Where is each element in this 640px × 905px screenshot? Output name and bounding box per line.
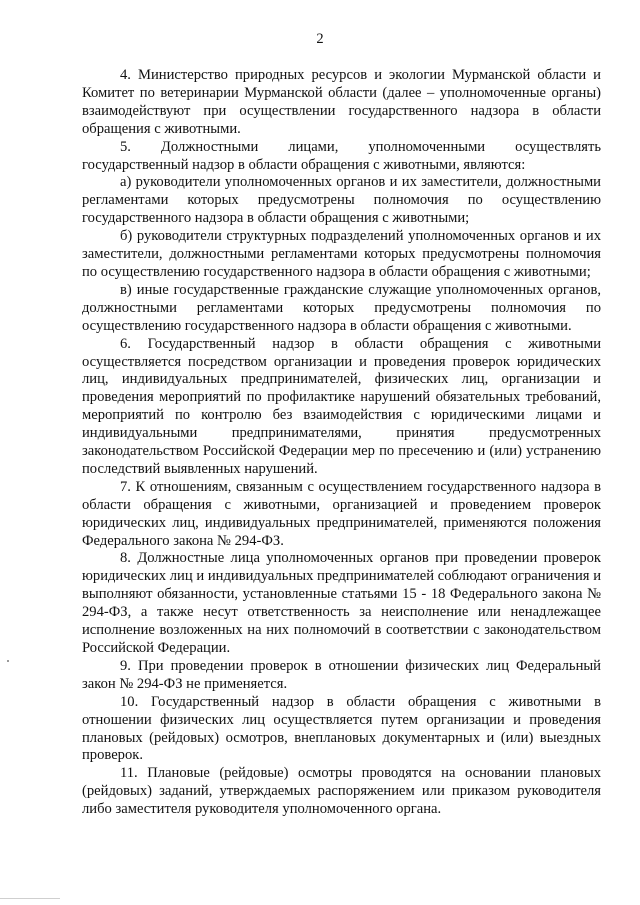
paragraph-8: 8. Должностные лица уполномоченных органов при проведении проверок юридических лиц и индивидуальных предпринимателей соблюдают ограничения и выполняют обязанности, установленные статьями 15 - 18 Федерального закона № 294-ФЗ, а также несут ответственность за неисполнение или ненадлежащее исполнение возложенных на них полномочий в соответствии с законодательством Российской Федерации. bbox=[82, 550, 601, 656]
paragraph-4: 4. Министерство природных ресурсов и экологии Мурманской области и Комитет по ветеринарии Мурманской области (далее – уполномоченные органы) взаимодействуют при осуществлении государственного надзора в области обращения с животными. bbox=[82, 67, 601, 137]
scan-speck bbox=[7, 660, 9, 662]
page-number: 2 bbox=[316, 31, 324, 47]
paragraph-6: 6. Государственный надзор в области обращения с животными осуществляется посредством организации и проведения проверок юридических лиц, индивидуальных предпринимателей, физических лиц, организации и проведения мероприятий по профилактике нарушений обязательных требований, мероприятий по контролю без взаимодействия с юридическими лицами и индивидуальными предпринимателями, принятия предусмотренных законодательством Российской Федерации мер по пресечению и (или) устранению последствий выявленных нарушений. bbox=[82, 335, 601, 477]
document-body bbox=[82, 67, 601, 819]
paragraph-5v: в) иные государственные гражданские служащие уполномоченных органов, должностными регламентами которых предусмотрены полномочия по осуществлению государственного надзора в области обращения с животными. bbox=[82, 281, 601, 334]
paragraph-5: 5. Должностными лицами, уполномоченными осуществлять государственный надзор в области обращения с животными, являются: bbox=[82, 138, 601, 173]
paragraph-10: 10. Государственный надзор в области обращения с животными в отношении физических лиц осуществляется путем организации и проведения плановых (рейдовых) осмотров, внеплановых документарных и (или) выездных проверок. bbox=[82, 693, 601, 764]
paragraph-7: 7. К отношениям, связанным с осуществлением государственного надзора в области обращения с животными, организацией и проведением проверок юридических лиц, индивидуальных предпринимателей, применяются положения Федерального закона № 294-ФЗ. bbox=[82, 478, 601, 549]
scan-edge-line bbox=[0, 898, 60, 899]
paragraph-9: 9. При проведении проверок в отношении физических лиц Федеральный закон № 294-ФЗ не применяется. bbox=[82, 657, 601, 692]
paragraph-5b: б) руководители структурных подразделений уполномоченных органов и их заместители, должностными регламентами которых предусмотрены полномочия по осуществлению государственного надзора в области обращения с животными; bbox=[82, 228, 601, 280]
paragraph-5a: а) руководители уполномоченных органов и их заместители, должностными регламентами которых предусмотрены полномочия по осуществлению государственного надзора в области обращения с животными; bbox=[82, 174, 601, 227]
paragraph-11: 11. Плановые (рейдовые) осмотры проводятся на основании плановых (рейдовых) заданий, утверждаемых распоряжением или приказом руководителя либо заместителя руководителя уполномоченного органа. bbox=[82, 765, 601, 818]
